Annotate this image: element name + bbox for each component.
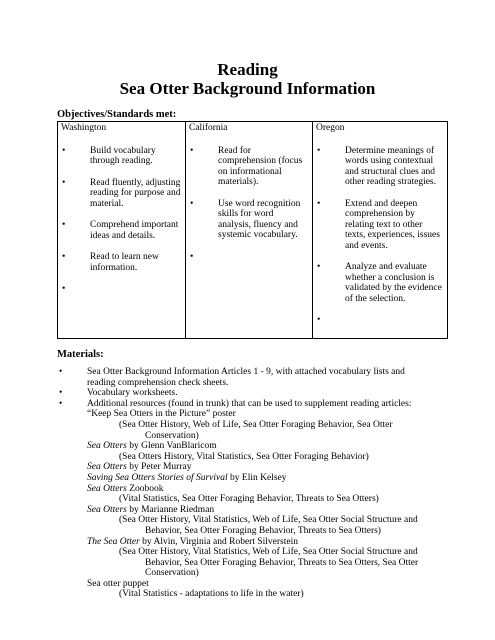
objectives-table [57, 121, 448, 339]
resource-entry [57, 462, 457, 473]
list-item: • Read for comprehension (focus on informational materials). [186, 146, 312, 188]
materials-list [57, 367, 457, 600]
resource-title: “Keep Sea Otters in the Picture” poster [87, 409, 236, 420]
resource-entry [57, 505, 457, 516]
list-item: • Read to learn new information. [58, 252, 185, 273]
resource-author: by Marianne Riedman [126, 504, 215, 515]
column-state: Oregon [316, 123, 345, 133]
washington-column [58, 122, 186, 339]
list-item: • Build vocabulary through reading. [58, 146, 185, 167]
resource-topics: (Vital Statistics - adaptations to life in the water) [119, 589, 304, 600]
resource-title: Sea otter puppet [87, 578, 149, 589]
list-item: • Read fluently, adjusting reading for purpose and material. [58, 178, 185, 210]
resource-topics: (Sea Otter History, Vital Statistics, Web of Life, Sea Otter Social Structure and [119, 515, 418, 526]
resource-topics: Conservation) [145, 568, 199, 579]
list-item: • Additional resources (found in trunk) that can be used to supplement reading articles: [57, 399, 457, 410]
resource-title: Sea Otters [87, 504, 127, 515]
resource-author: by Alvin, Virginia and Robert Silverstein [139, 536, 298, 547]
list-item: • Extend and deepen comprehension by relating text to other texts, experiences, issues and events. [313, 199, 447, 252]
objectives-heading: Objectives/Standards met: [57, 109, 177, 120]
list-item [58, 284, 185, 294]
resource-title: Saving Sea Otters Stories of Survival [87, 472, 228, 483]
resource-author: by Glenn VanBlaricom [126, 441, 217, 452]
resource-topics: (Sea Otter History, Vital Statistics, Web of Life, Sea Otter Social Structure and [119, 547, 418, 558]
list-item: • Analyze and evaluate whether a conclusion is validated by the evidence of the selection. [313, 262, 447, 304]
page-subtitle: Sea Otter Background Information [119, 79, 376, 98]
oregon-column [313, 122, 448, 339]
resource-topics: Behavior, Sea Otter Foraging Behavior, Threats to Sea Otters) [145, 525, 381, 536]
resource-entry [57, 484, 457, 495]
materials-heading: Materials: [57, 349, 104, 360]
resource-title: Sea Otters [87, 441, 127, 452]
list-item [186, 252, 312, 262]
resource-topics: (Sea Otters History, Vital Statistics, Sea Otter Foraging Behavior) [119, 451, 369, 462]
list-item: • Determine meanings of words using contextual and structural clues and other reading strategies. [313, 146, 447, 188]
resource-entry [57, 441, 457, 452]
resource-topics: (Vital Statistics, Sea Otter Foraging Behavior, Threats to Sea Otters) [119, 494, 379, 505]
resource-entry [57, 473, 457, 484]
list-item: • Use word recognition skills for word analysis, fluency and systemic vocabulary. [186, 199, 312, 241]
resource-title: The Sea Otter [87, 536, 140, 547]
column-state: Washington [61, 123, 107, 133]
resource-topics: (Sea Otter History, Web of Life, Sea Otter Foraging Behavior, Sea Otter [119, 419, 393, 430]
resource-author: by Peter Murray [126, 462, 192, 473]
list-item: • Vocabulary worksheets. [57, 388, 457, 399]
resource-title: Sea Otters [87, 462, 127, 473]
california-column [186, 122, 313, 339]
resource-title: Sea Otters [87, 483, 127, 494]
list-item: • Comprehend important ideas and details. [58, 220, 185, 241]
list-item [313, 315, 447, 325]
resource-author: by Elin Kelsey [227, 472, 287, 483]
resource-author: Zoobook [126, 483, 164, 494]
list-item: • Sea Otter Background Information Articles 1 - 9, with attached vocabulary lists and [57, 367, 457, 378]
column-state: California [189, 123, 228, 133]
page-title: Reading [217, 60, 278, 79]
resource-topics: Conservation) [145, 430, 199, 441]
resource-topics: Behavior, Sea Otter Foraging Behavior, Threats to Sea Otters, Sea Otter [145, 557, 419, 568]
resource-entry [57, 537, 457, 548]
list-item-continued: reading comprehension check sheets. [87, 377, 229, 388]
